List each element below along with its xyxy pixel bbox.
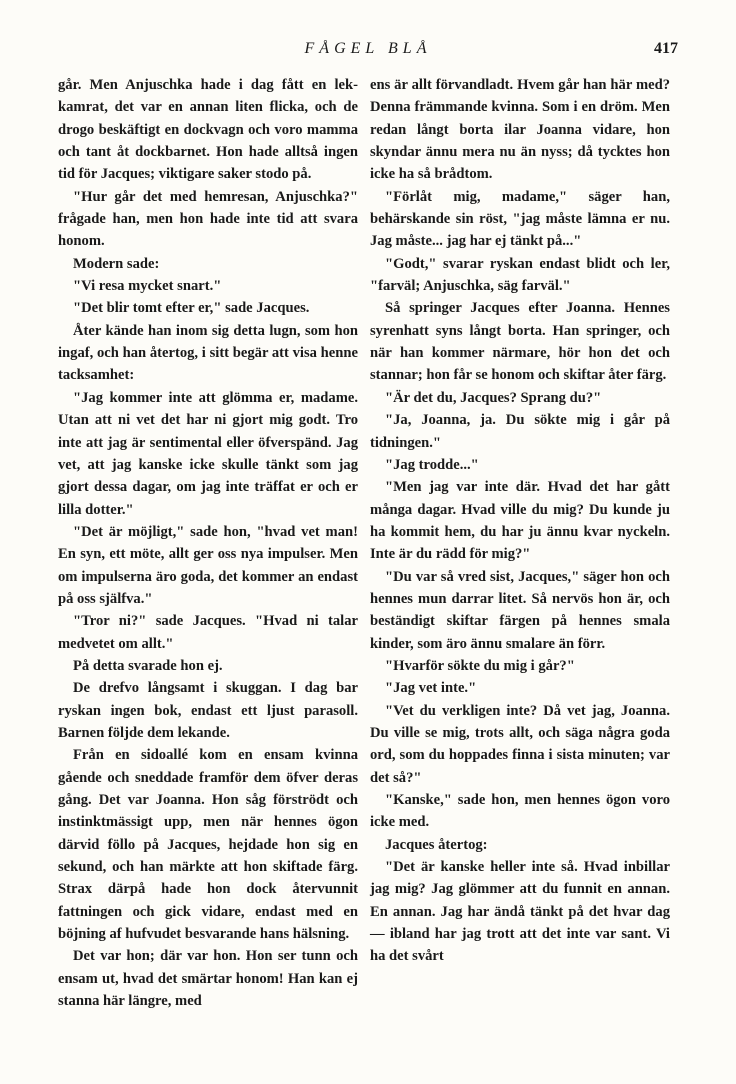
paragraph: "Godt," svarar ryskan endast blidt och ler, "farväl; Anjuschka, säg farväl." [370,255,670,295]
paragraph: Det var hon; där var hon. Hon ser tunn och ensam ut, hvad det smärtar honom! Han kan ej stanna här längre, med [58,948,358,1010]
paragraph: "Jag kommer inte att glömma er, madame. Utan att ni vet det har ni gjort mig godt. Tro inte att jag är sentimental eller öfverspänd. Jag vet, att jag kanske icke skulle tänkt som jag gjort dessa dagar, om jag inte träffat er och er lilla dotter." [58,389,358,518]
page-number: 417 [654,40,678,57]
paragraph: "Jag trodde..." [385,456,479,473]
running-title: FÅGEL BLÅ [304,40,432,57]
paragraph: "Det är kanske heller inte så. Hvad inbillar jag mig? Jag glömmer att du funnit en annan. En annan. Jag har ändå tänkt på det hvar dag — ibland har jag trott att det inte var sant. Vi ha det svårt [370,859,670,965]
page-header [58,40,678,62]
paragraph: "Det blir tomt efter er," sade Jacques. [73,300,310,317]
paragraph: Från en sidoallé kom en ensam kvinna gående och sneddade framför dem öfver deras gång. Det var Joanna. Hon såg förströdt och instinktmässigt upp, men när hennes ögon därvid föllo på Jacques, hejdade hon sig en sekund, och han märkte att hon skiftade färg. Strax därpå hade hon dock återvunnit fattningen och gick vidare, endast med en böjning af hufvudet besvarande hans hälsning. [58,747,358,943]
paragraph: "Hur går det med hemresan, Anjuschka?" frågade han, men hon hade inte tid att svara honom. [58,188,358,250]
paragraph: "Kanske," sade hon, men hennes ögon voro icke med. [370,792,670,831]
paragraph: "Du var så vred sist, Jacques," säger hon och hennes mun darrar litet. Så nervös hon är, och beständigt skiftar färgen på hennes smala kinder, som äro ännu smalare än förr. [370,568,670,652]
paragraph: De drefvo långsamt i skuggan. I dag bar ryskan ingen bok, endast ett ljust parasoll. Barnen följde dem lekande. [58,680,358,741]
paragraph: Så springer Jacques efter Joanna. Hennes syrenhatt syns långt borta. Han springer, och när han kommer närmare, hör hon det och stannar; hon får se honom och skiftar åter färg. [370,300,670,384]
paragraph: "Vet du verkligen inte? Då vet jag, Joanna. Du ville se mig, trots allt, och säga några goda ord, som du hoppades finna i sista minuten; var det så?" [370,702,670,786]
paragraph: ens är allt förvandladt. Hvem går han här med? Denna främmande kvinna. Som i en dröm. Men redan långt borta ilar Joanna vidare, hon skyndar ännu mera nu än nyss; då tycktes hon icke ha så brådtom. [370,77,670,183]
paragraph: Åter kände han inom sig detta lugn, som hon ingaf, och han återtog, i sitt begär att visa henne tacksamhet: [58,322,358,384]
paragraph: "Men jag var inte där. Hvad det har gått många dagar. Hvad ville du mig? Du kunde ju ha kommit hem, du har ju ännu kvar nyckeln. Inte är du rädd för mig?" [370,479,670,563]
paragraph: "Ja, Joanna, ja. Du sökte mig i går på tidningen." [370,412,670,451]
paragraph: "Tror ni?" sade Jacques. "Hvad ni talar medvetet om allt." [58,613,358,652]
paragraph: "Vi resa mycket snart." [73,278,222,295]
paragraph: "Jag vet inte." [385,680,477,697]
paragraph: "Är det du, Jacques? Sprang du?" [385,389,602,406]
paragraph: "Förlåt mig, madame," säger han, behärskande sin röst, "jag måste lämna er nu. Jag måste... jag har ej tänkt på..." [370,188,670,250]
paragraph: går. Men Anjuschka hade i dag fått en lek-kamrat, det var en annan liten flicka, och de drogo beskäftigt en dockvagn och voro mamma och tant åt dockbarnet. Hon hade alltså ingen tid för Jacques; viktigare saker stodo på. [58,77,358,183]
paragraph: "Det är möjligt," sade hon, "hvad vet man! En syn, ett möte, allt ger oss nya impulser. Men om impulserna äro goda, det kommer an endast på oss själfva." [58,523,358,607]
right-column [370,74,670,968]
paragraph: Modern sade: [73,255,160,272]
paragraph: "Hvarför sökte du mig i går?" [385,657,575,674]
paragraph: På detta svarade hon ej. [73,657,223,674]
paragraph: Jacques återtog: [385,836,488,853]
left-column [58,74,358,1012]
